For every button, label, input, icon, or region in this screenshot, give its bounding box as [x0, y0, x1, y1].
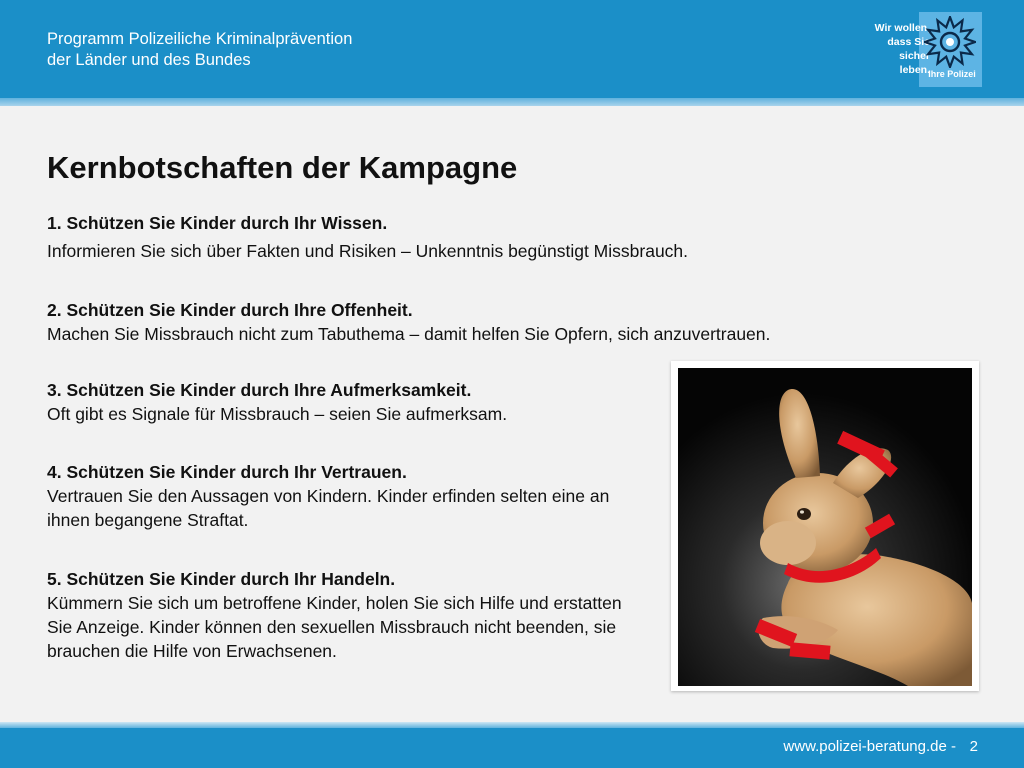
bunny-photo — [678, 368, 972, 686]
logo-subtitle: Ihre Polizei — [928, 69, 976, 79]
message-1-heading: 1. Schützen Sie Kinder durch Ihr Wissen. — [47, 213, 388, 233]
message-5 — [47, 567, 637, 663]
logo-slogan — [872, 21, 930, 76]
message-2-body: Machen Sie Missbrauch nicht zum Tabuthema – damit helfen Sie Opfern, sich anzuvertrauen. — [47, 324, 771, 344]
message-3-body: Oft gibt es Signale für Missbrauch – seien Sie aufmerksam. — [47, 404, 508, 424]
police-logo — [872, 12, 984, 88]
message-3 — [47, 378, 507, 426]
message-4-heading: 4. Schützen Sie Kinder durch Ihr Vertrauen. — [47, 462, 407, 482]
header-stripe — [0, 98, 1024, 106]
program-name — [47, 29, 352, 71]
logo-slogan-line3: sicher leben. — [899, 50, 930, 76]
police-star-icon — [924, 16, 976, 68]
program-name-line2: der Länder und des Bundes — [47, 51, 251, 69]
message-3-heading: 3. Schützen Sie Kinder durch Ihre Aufmerksamkeit. — [47, 380, 472, 400]
message-1 — [47, 211, 688, 263]
message-5-body: Kümmern Sie sich um betroffene Kinder, holen Sie sich Hilfe und erstatten Sie Anzeige. Kinder können den sexuellen Missbrauch nicht beenden, sie brauchen die Hilfe von Erwachsenen. — [47, 593, 622, 661]
message-5-heading: 5. Schützen Sie Kinder durch Ihr Handeln. — [47, 569, 396, 589]
message-4 — [47, 460, 637, 532]
logo-slogan-line2: dass Sie — [887, 36, 930, 48]
logo-slogan-line1: Wir wollen, — [874, 22, 930, 34]
footer-website-link[interactable]: www.polizei-beratung.de - — [783, 738, 956, 755]
photo-frame — [671, 361, 979, 691]
program-name-line1: Programm Polizeiliche Kriminalprävention — [47, 30, 353, 48]
message-2 — [47, 298, 770, 346]
message-4-body: Vertrauen Sie den Aussagen von Kindern. Kinder erfinden selten eine an ihnen begangene Straftat. — [47, 486, 610, 530]
page-number: 2 — [969, 738, 978, 755]
page-title: Kernbotschaften der Kampagne — [47, 150, 518, 185]
message-1-body: Informieren Sie sich über Fakten und Risiken – Unkenntnis begünstigt Missbrauch. — [47, 241, 689, 261]
message-2-heading: 2. Schützen Sie Kinder durch Ihre Offenheit. — [47, 300, 413, 320]
